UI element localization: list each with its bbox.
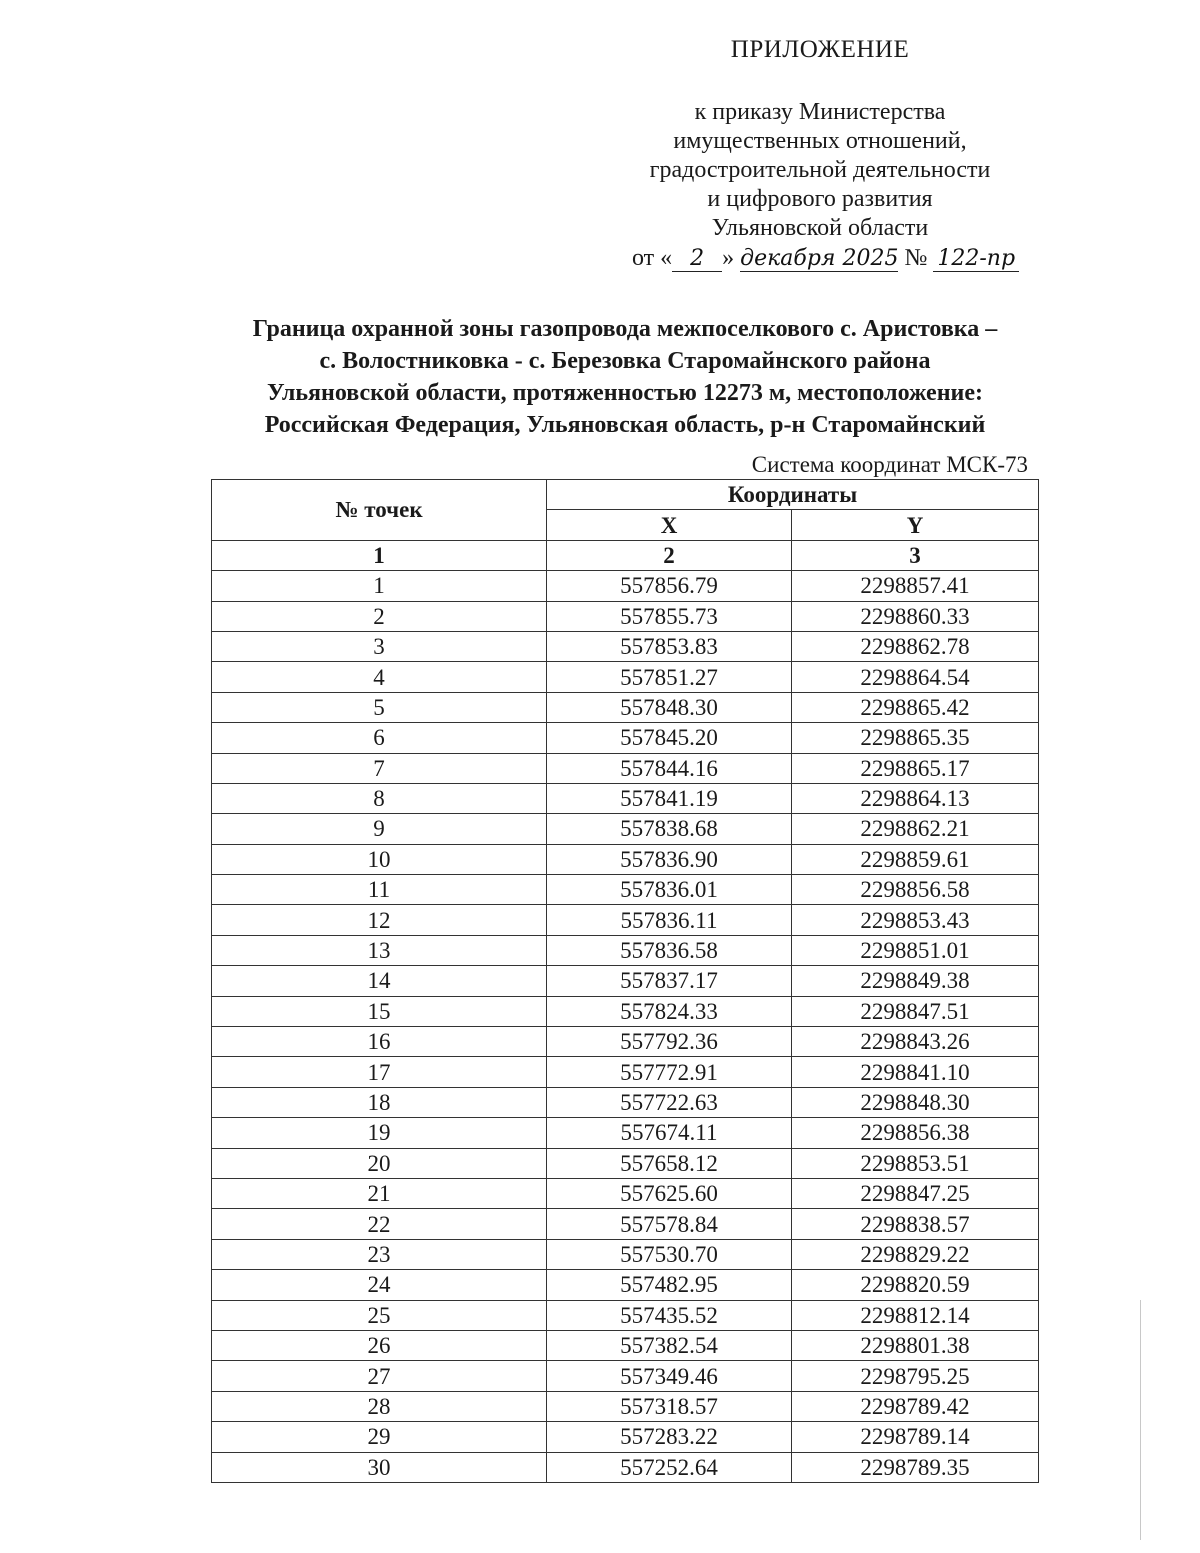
coord-y: 2298856.58 xyxy=(792,875,1039,905)
coord-y: 2298829.22 xyxy=(792,1239,1039,1269)
column-number: 3 xyxy=(792,540,1039,570)
coord-x: 557838.68 xyxy=(547,814,792,844)
point-number: 17 xyxy=(212,1057,547,1087)
table-row xyxy=(212,1057,1039,1087)
order-reference xyxy=(620,98,1020,243)
point-number: 15 xyxy=(212,996,547,1026)
order-line-1: к приказу Министерства xyxy=(694,99,946,125)
order-line-3: градостроительной деятельности xyxy=(649,157,991,183)
point-number: 19 xyxy=(212,1118,547,1148)
table-row xyxy=(212,935,1039,965)
document-title xyxy=(150,313,1100,441)
coord-y: 2298820.59 xyxy=(792,1270,1039,1300)
table-row xyxy=(212,905,1039,935)
table-row xyxy=(212,966,1039,996)
coord-x: 557836.01 xyxy=(547,875,792,905)
coord-x: 557482.95 xyxy=(547,1270,792,1300)
coord-x: 557530.70 xyxy=(547,1239,792,1269)
coord-y: 2298789.35 xyxy=(792,1452,1039,1482)
point-number: 20 xyxy=(212,1148,547,1178)
header-y: Y xyxy=(792,510,1039,540)
point-number: 3 xyxy=(212,631,547,661)
coord-y: 2298862.78 xyxy=(792,631,1039,661)
coord-y: 2298847.51 xyxy=(792,996,1039,1026)
point-number: 29 xyxy=(212,1422,547,1452)
coord-y: 2298843.26 xyxy=(792,1027,1039,1057)
table-row xyxy=(212,1178,1039,1208)
point-number: 7 xyxy=(212,753,547,783)
coordinates-table xyxy=(211,479,1039,1483)
coord-x: 557844.16 xyxy=(547,753,792,783)
point-number: 2 xyxy=(212,601,547,631)
column-number: 2 xyxy=(547,540,792,570)
table-row xyxy=(212,1087,1039,1117)
point-number: 13 xyxy=(212,935,547,965)
coord-y: 2298860.33 xyxy=(792,601,1039,631)
coord-y: 2298853.43 xyxy=(792,905,1039,935)
coord-x: 557722.63 xyxy=(547,1087,792,1117)
coord-x: 557836.58 xyxy=(547,935,792,965)
point-number: 25 xyxy=(212,1300,547,1330)
coord-x: 557824.33 xyxy=(547,996,792,1026)
point-number: 24 xyxy=(212,1270,547,1300)
point-number: 22 xyxy=(212,1209,547,1239)
table-row xyxy=(212,996,1039,1026)
coord-x: 557578.84 xyxy=(547,1209,792,1239)
point-number: 9 xyxy=(212,814,547,844)
date-mid: » xyxy=(722,245,735,271)
coord-y: 2298865.35 xyxy=(792,723,1039,753)
coord-y: 2298838.57 xyxy=(792,1209,1039,1239)
point-number: 12 xyxy=(212,905,547,935)
table-row xyxy=(212,601,1039,631)
table-row xyxy=(212,753,1039,783)
point-number: 18 xyxy=(212,1087,547,1117)
order-line-2: имущественных отношений, xyxy=(673,128,967,154)
coord-y: 2298789.42 xyxy=(792,1391,1039,1421)
coord-x: 557855.73 xyxy=(547,601,792,631)
coord-y: 2298847.25 xyxy=(792,1178,1039,1208)
table-row xyxy=(212,875,1039,905)
coord-x: 557836.90 xyxy=(547,844,792,874)
coord-x: 557851.27 xyxy=(547,662,792,692)
coord-x: 557837.17 xyxy=(547,966,792,996)
point-number: 21 xyxy=(212,1178,547,1208)
table-row xyxy=(212,1148,1039,1178)
scan-edge-line xyxy=(1140,1300,1141,1540)
coord-x: 557841.19 xyxy=(547,783,792,813)
point-number: 6 xyxy=(212,723,547,753)
title-line-3: Ульяновской области, протяженностью 12273 м, местоположение: xyxy=(266,380,984,406)
table-row xyxy=(212,1239,1039,1269)
table-row xyxy=(212,783,1039,813)
table-row xyxy=(212,814,1039,844)
table-row xyxy=(212,1118,1039,1148)
point-number: 8 xyxy=(212,783,547,813)
coord-x: 557856.79 xyxy=(547,571,792,601)
coordinate-system-label: Система координат МСК-73 xyxy=(751,452,1028,477)
point-number: 23 xyxy=(212,1239,547,1269)
coord-y: 2298856.38 xyxy=(792,1118,1039,1148)
order-line-5: Ульяновской области xyxy=(711,215,929,241)
table-row xyxy=(212,1391,1039,1421)
coord-x: 557349.46 xyxy=(547,1361,792,1391)
coord-y: 2298789.14 xyxy=(792,1422,1039,1452)
coord-x: 557283.22 xyxy=(547,1422,792,1452)
table-row xyxy=(212,631,1039,661)
point-number: 5 xyxy=(212,692,547,722)
order-date-number xyxy=(632,245,1052,272)
point-number: 11 xyxy=(212,875,547,905)
coord-y: 2298849.38 xyxy=(792,966,1039,996)
coord-x: 557625.60 xyxy=(547,1178,792,1208)
coord-y: 2298851.01 xyxy=(792,935,1039,965)
coord-x: 557848.30 xyxy=(547,692,792,722)
table-row xyxy=(212,692,1039,722)
point-number: 28 xyxy=(212,1391,547,1421)
handwritten-order-number: 122-пр xyxy=(933,246,1019,272)
coord-y: 2298859.61 xyxy=(792,844,1039,874)
table-row xyxy=(212,1027,1039,1057)
appendix-title: ПРИЛОЖЕНИЕ xyxy=(730,36,910,63)
column-number: 1 xyxy=(212,540,547,570)
handwritten-month-year: декабря 2025 xyxy=(740,246,899,271)
table-row xyxy=(212,1209,1039,1239)
point-number: 1 xyxy=(212,571,547,601)
coord-x: 557252.64 xyxy=(547,1452,792,1482)
coord-y: 2298853.51 xyxy=(792,1148,1039,1178)
table-row xyxy=(212,844,1039,874)
table-row xyxy=(212,1330,1039,1360)
header-coordinates: Координаты xyxy=(547,480,1039,510)
coord-x: 557853.83 xyxy=(547,631,792,661)
coord-x: 557772.91 xyxy=(547,1057,792,1087)
coord-y: 2298865.17 xyxy=(792,753,1039,783)
coord-x: 557382.54 xyxy=(547,1330,792,1360)
coord-x: 557845.20 xyxy=(547,723,792,753)
coord-y: 2298862.21 xyxy=(792,814,1039,844)
title-line-1: Граница охранной зоны газопровода межпоселкового с. Аристовка – xyxy=(252,316,998,342)
point-number: 30 xyxy=(212,1452,547,1482)
coord-y: 2298812.14 xyxy=(792,1300,1039,1330)
coord-y: 2298795.25 xyxy=(792,1361,1039,1391)
table-row xyxy=(212,662,1039,692)
point-number: 4 xyxy=(212,662,547,692)
number-sign: № xyxy=(904,245,928,271)
coord-y: 2298857.41 xyxy=(792,571,1039,601)
order-line-4: и цифрового развития xyxy=(707,186,933,212)
coord-x: 557435.52 xyxy=(547,1300,792,1330)
header-x: X xyxy=(547,510,792,540)
coord-y: 2298864.54 xyxy=(792,662,1039,692)
point-number: 16 xyxy=(212,1027,547,1057)
coord-x: 557836.11 xyxy=(547,905,792,935)
coord-x: 557792.36 xyxy=(547,1027,792,1057)
point-number: 10 xyxy=(212,844,547,874)
point-number: 14 xyxy=(212,966,547,996)
point-number: 26 xyxy=(212,1330,547,1360)
title-line-2: с. Волостниковка - с. Березовка Старомайнского района xyxy=(319,348,931,374)
point-number: 27 xyxy=(212,1361,547,1391)
coord-y: 2298848.30 xyxy=(792,1087,1039,1117)
date-prefix: от « xyxy=(632,245,673,271)
table-row xyxy=(212,1452,1039,1482)
coord-x: 557318.57 xyxy=(547,1391,792,1421)
handwritten-day: 2 xyxy=(672,246,722,272)
table-row xyxy=(212,1361,1039,1391)
table-row xyxy=(212,1270,1039,1300)
table-row xyxy=(212,1300,1039,1330)
title-line-4: Российская Федерация, Ульяновская область, р-н Старомайнский xyxy=(264,412,986,438)
coord-y: 2298865.42 xyxy=(792,692,1039,722)
coord-y: 2298864.13 xyxy=(792,783,1039,813)
coord-x: 557674.11 xyxy=(547,1118,792,1148)
coord-x: 557658.12 xyxy=(547,1148,792,1178)
header-points: № точек xyxy=(212,480,547,541)
table-row xyxy=(212,723,1039,753)
table-row xyxy=(212,571,1039,601)
coord-y: 2298801.38 xyxy=(792,1330,1039,1360)
coord-y: 2298841.10 xyxy=(792,1057,1039,1087)
table-row xyxy=(212,1422,1039,1452)
